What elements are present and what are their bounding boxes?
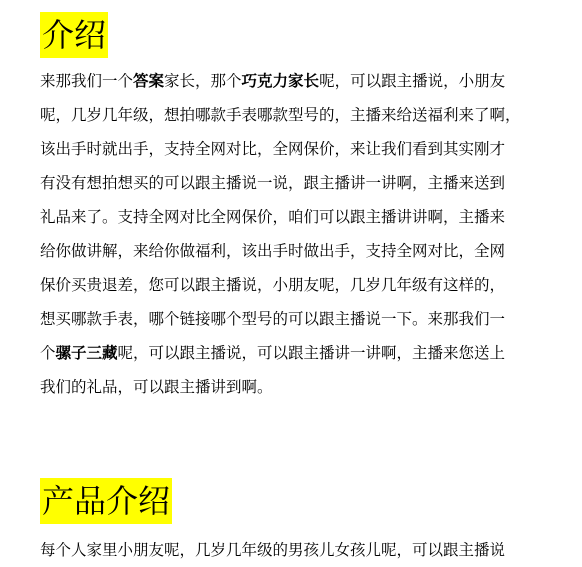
paragraph-line: 我们的礼品，可以跟主播讲到啊。 [40,378,273,396]
paragraph-line: 呢，几岁几年级，想拍哪款手表哪款型号的，主播来给送福利来了啊， [40,106,521,124]
text-run: 个 [40,344,56,362]
paragraph-line: 给你做讲解，来给你做福利，该出手时做出手，支持全网对比，全网 [40,242,506,260]
paragraph-line [40,336,550,370]
intro-paragraph [40,64,550,404]
paragraph-line: 该出手时就出手，支持全网对比，全网保价，来让我们看到其实刚才 [40,140,506,158]
section-heading-product-intro: 产品介绍 [40,478,172,524]
paragraph-line: 每个人家里小朋友呢，几岁几年级的男孩儿女孩儿呢，可以跟主播说 [40,541,506,559]
bold-phrase: 巧克力家长 [241,72,320,90]
paragraph-line: 有没有想拍想买的可以跟主播说一说，跟主播讲一讲啊，主播来送到 [40,174,506,192]
text-run: 家长，那个 [164,72,242,90]
paragraph-line: 保价买贵退差，您可以跟主播说，小朋友呢，几岁几年级有这样的， [40,276,506,294]
text-run: 呢，可以跟主播说，可以跟主播讲一讲啊，主播来您送上 [117,344,506,362]
product-intro-paragraph [40,533,550,567]
bold-phrase: 骡子三藏 [55,344,118,362]
text-run: 呢，可以跟主播说，小朋友 [319,72,506,90]
paragraph-line [40,64,550,98]
paragraph-line: 想买哪款手表，哪个链接哪个型号的可以跟主播说一下。来那我们一 [40,310,506,328]
paragraph-line: 礼品来了。支持全网对比全网保价，咱们可以跟主播讲讲啊，主播来 [40,208,506,226]
bold-phrase: 答案 [133,72,165,90]
section-heading-intro: 介绍 [40,12,108,58]
text-run: 来那我们一个 [40,72,134,90]
